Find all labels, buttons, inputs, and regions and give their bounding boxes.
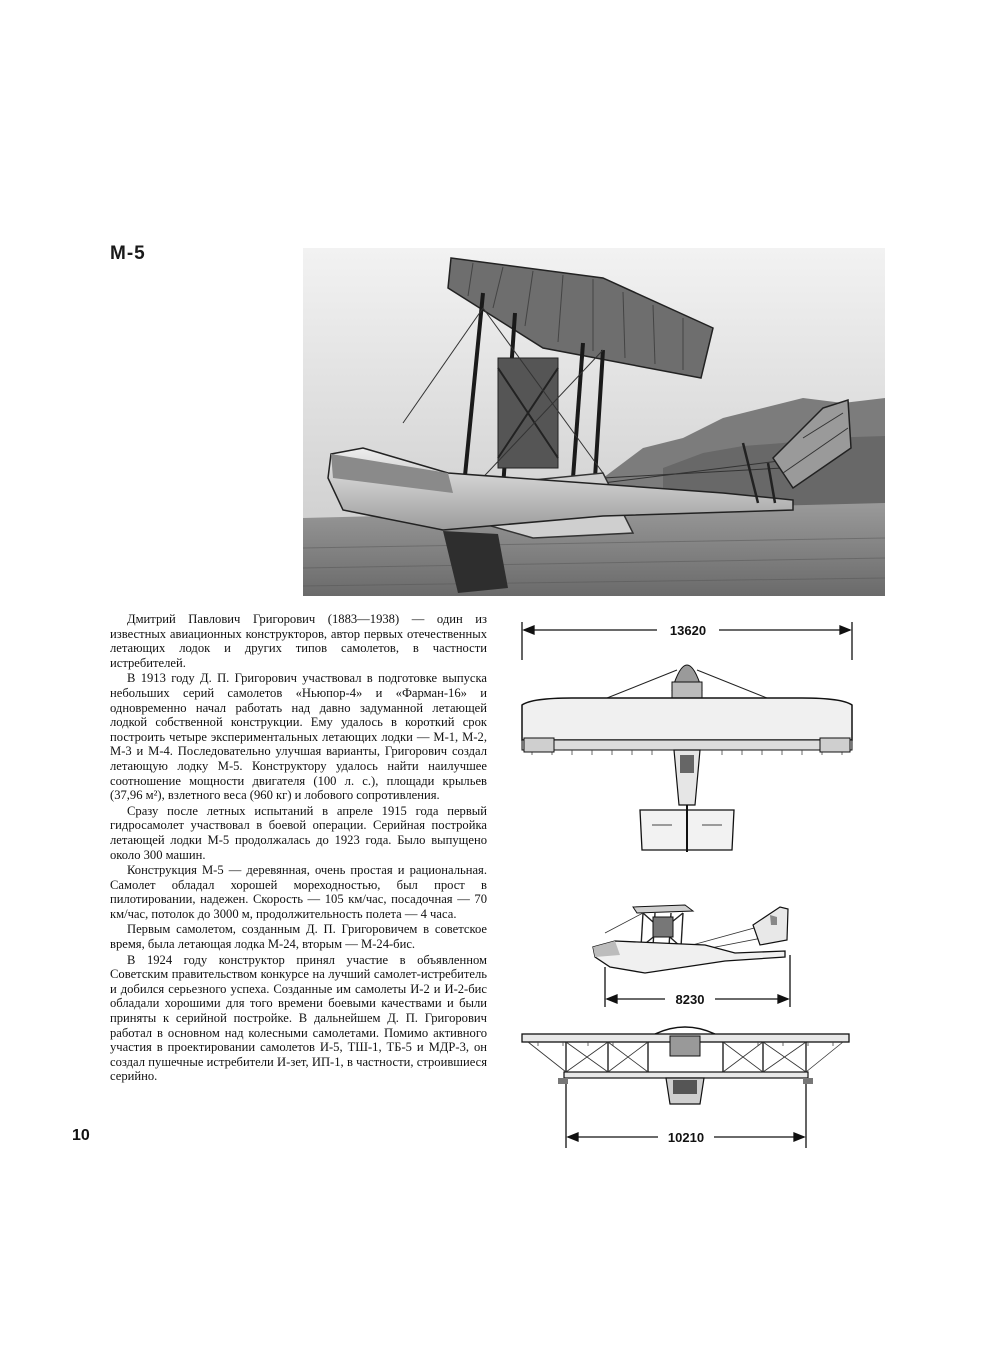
top-view-drawing xyxy=(512,620,862,870)
paragraph: Конструкция М-5 — деревянная, очень простая и рациональная. Самолет обладал хорошей мореходностью, был прост в пилотировании, надежен. Скорость — 105 км/час, посадочная — 70 км/час, потолок до 3000 м, продолжительность полета — 4 часа. xyxy=(110,863,487,921)
page-title: М-5 xyxy=(110,243,146,264)
paragraph: Дмитрий Павлович Григорович (1883—1938) — один из известных авиационных конструкторов, автор первых отечественных летающих лодок и других типов самолетов, в частности истребителей. xyxy=(110,612,487,670)
paragraph: В 1924 году конструктор принял участие в объявленном Советским правительством конкурсе на лучший самолет-истребитель и добился серьезного успеха. Созданные им самолеты И-2 и И-2-бис обладали хорошими для того времени боевыми качествами и были приняты к серийной постройке. В дальнейшем Д. П. Григорович работал в основном над колесными самолетами. Помимо активного участия в проектировании самолетов И-5, ТШ-1, ТБ-5 и МДР-3, он создал пушечные истребители И-зет, ИП-1, в частности, строившиеся серийно. xyxy=(110,952,487,1084)
side-view-drawing xyxy=(585,895,800,1015)
front-view-drawing xyxy=(518,1020,853,1150)
paragraph: В 1913 году Д. П. Григорович участвовал в подготовке выпуска небольших серий самолетов «Ньюпор-4» и «Фарман-16» и одновременно начал работать над давно задуманной летающей лодкой собственной конструкции. Ему удалось в короткий срок построить четыре экспериментальных летающих лодки — М-1, М-2, М-3 и М-4. Последовательно улучшая варианты, Григорович создал летающую лодку М-5. Конструктору удалось найти наилучшее соотношение мощности двигателя (100 л. с.), площади крыльев (37,96 м²), взлетного веса (960 кг) и лобового сопротивления. xyxy=(110,671,487,803)
dimension-label: 10210 xyxy=(667,1130,705,1145)
page-number: 10 xyxy=(72,1127,90,1144)
dimension-label: 13620 xyxy=(669,623,707,638)
dimension-label: 8230 xyxy=(675,992,705,1007)
seaplane-photo xyxy=(303,248,885,596)
paragraph: Первым самолетом, созданным Д. П. Григоровичем в советское время, была летающая лодка М-24, вторым — М-24-бис. xyxy=(110,922,487,952)
paragraph: Сразу после летных испытаний в апреле 1915 года первый гидросамолет участвовал в боевой операции. Серийная постройка летающей лодки М-5 продолжалась до 1923 года. Было выпущено около 300 машин. xyxy=(110,803,487,862)
body-text xyxy=(110,612,487,1085)
